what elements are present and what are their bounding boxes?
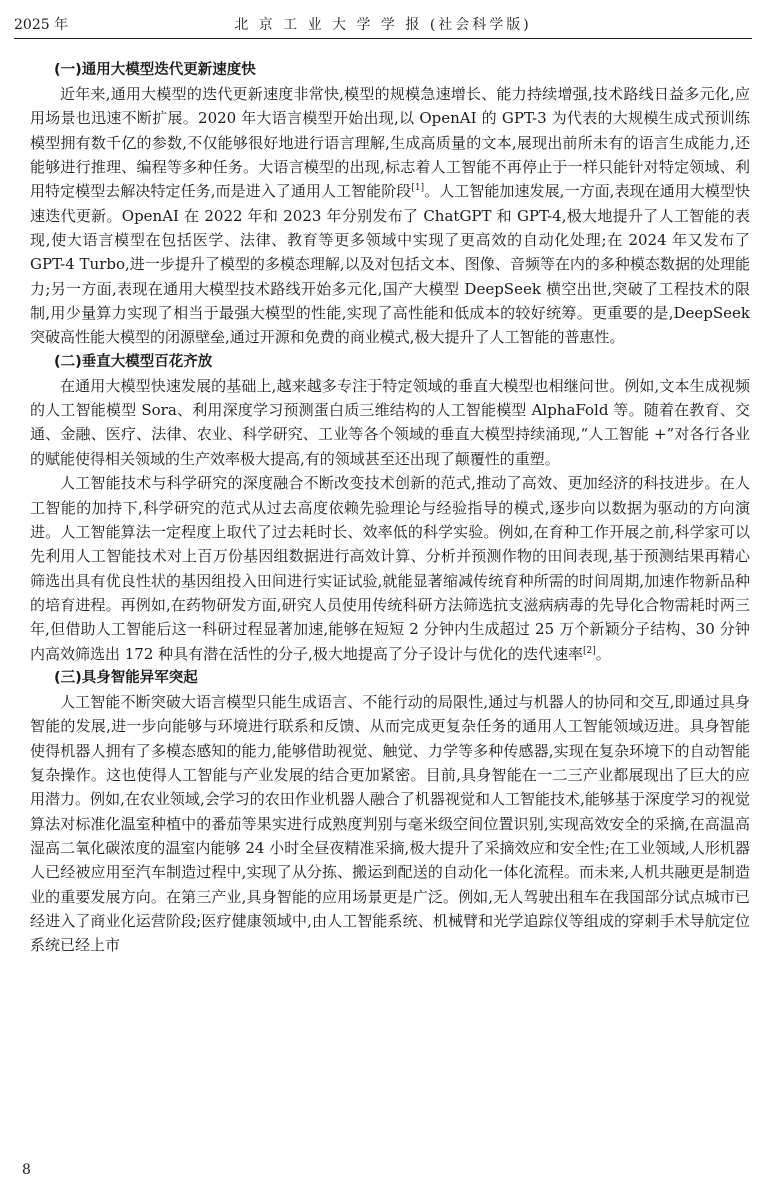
article-body <box>30 58 750 958</box>
running-header <box>14 10 752 39</box>
paragraph <box>30 374 750 471</box>
paragraph-text-continued: 。人工智能加速发展,一方面,表现在通用大模型快速迭代更新。OpenAI 在 2022 年和 2023 年分别发布了 ChatGPT 和 GPT-4,极大地提升了人工智能的表现,使大语言模型在包括医学、法律、教育等更多领域中实现了更高效的自动化处理;在 2024 年又发布了 GPT-4 Turbo,进一步提升了模型的多模态理解,以及对包括文本、图像、音频等在内的多种模态数据的处理能力;另一方面,表现在通用大模型技术路线开始多元化,国产大模型 DeepSeek 横空出世,突破了工程技术的限制,用少量算力实现了相当于最强大模型的性能,实现了高性能和低成本的较好统筹。更重要的是,DeepSeek 突破高性能大模型的闭源壁垒,通过开源和免费的商业模式,极大提升了人工智能的普惠性。 <box>30 182 750 347</box>
section-heading-1: (一)通用大模型迭代更新速度快 <box>54 62 256 78</box>
citation-ref[interactable]: [1] <box>411 183 425 194</box>
paragraph-text: 人工智能不断突破大语言模型只能生成语言、不能行动的局限性,通过与机器人的协同和交互,即通过具身智能的发展,进一步向能够与环境进行联系和反馈、从而完成更复杂任务的通用人工智能领域迈进。具身智能使得机器人拥有了多模态感知的能力,能够借助视觉、触觉、力学等多种传感器,实现在复杂环境下的自动智能复杂操作。这也使得人工智能与产业发展的结合更加紧密。目前,具身智能在一二三产业都展现出了巨大的应用潜力。例如,在农业领域,会学习的农田作业机器人融合了机器视觉和人工智能技术,能够基于深度学习的视觉算法对标准化温室种植中的番茄等果实进行成熟度判别与毫米级空间位置识别,实现高效安全的采摘,在高温高湿高二氧化碳浓度的温室内能够 24 小时全昼夜精准采摘,极大提升了采摘效应和安全性;在工业领域,人形机器人已经被应用至汽车制造过程中,实现了从分拣、搬运到配送的自动化一体化流程。而未来,人机共融更是制造业的重要发展方向。在第三产业,具身智能的应用场景更是广泛。例如,无人驾驶出租车在我国部分试点城市已经进入了商业化运营阶段;医疗健康领域中,由人工智能系统、机械臂和光学追踪仪等组成的穿刺手术导航定位系统已经上市 <box>30 692 750 955</box>
paragraph-text-continued: 。 <box>595 644 611 663</box>
section-heading-3: (三)具身智能异军突起 <box>54 669 198 686</box>
section-heading-2: (二)垂直大模型百花齐放 <box>54 353 213 370</box>
paragraph <box>30 82 750 350</box>
header-year: 2025 年 <box>14 17 69 33</box>
citation-ref[interactable]: [2] <box>582 645 596 656</box>
paragraph <box>30 690 750 958</box>
page-number: 8 <box>22 1162 31 1178</box>
paragraph-text: 近年来,通用大模型的迭代更新速度非常快,模型的规模急速增长、能力持续增强,技术路线日益多元化,应用场景也迅速不断扩展。2020 年大语言模型开始出现,以 OpenAI 的 GPT-3 为代表的大规模生成式预训练模型拥有数千亿的参数,不仅能够很好地进行语言理解,生成高质量的文本,展现出前所未有的语言生成能力,还能够进行推理、编程等多种任务。大语言模型的出现,标志着人工智能不再停止于一样只能针对特定领域、利用特定模型去解决特定任务,而是进入了通用人工智能阶段 <box>30 85 750 201</box>
paragraph-text: 人工智能技术与科学研究的深度融合不断改变技术创新的范式,推动了高效、更加经济的科技进步。在人工智能的加持下,科学研究的范式从过去高度依赖先验理论与经验指导的模式,逐步向以数据为驱动的方向演进。人工智能算法一定程度上取代了过去耗时长、效率低的科学实验。例如,在育种工作开展之前,科学家可以先利用人工智能技术对上百万份基因组数据进行高效计算、分析并预测作物的田间表现,基于预测结果再精心筛选出具有优良性状的基因组投入田间进行实证试验,就能显著缩减传统育种所需的时间周期,加速作物新品种的培育进程。再例如,在药物研发方面,研究人员使用传统科研方法筛选抗支滋病病毒的先导化合物需耗时两三年,但借助人工智能后这一科研过程显著加速,能够在短短 2 分钟内生成超过 25 万个新颖分子结构、30 分钟内高效筛选出 172 种具有潜在活性的分子,极大地提高了分子设计与优化的迭代速率 <box>30 474 750 663</box>
paragraph-text: 在通用大模型快速发展的基础上,越来越多专注于特定领域的垂直大模型也相继问世。例如,文本生成视频的人工智能模型 Sora、利用深度学习预测蛋白质三维结构的人工智能模型 AlphaFold 等。随着在教育、交通、金融、医疗、法律、农业、科学研究、工业等各个领域的垂直大模型持续涌现,“人工智能 +”对各行各业的赋能使得相关领域的生产效率极大提高,有的领域甚至还出现了颠覆性的重塑。 <box>30 376 750 468</box>
paragraph <box>30 471 750 666</box>
journal-title: 北 京 工 业 大 学 学 报 (社会科学版) <box>234 17 532 33</box>
